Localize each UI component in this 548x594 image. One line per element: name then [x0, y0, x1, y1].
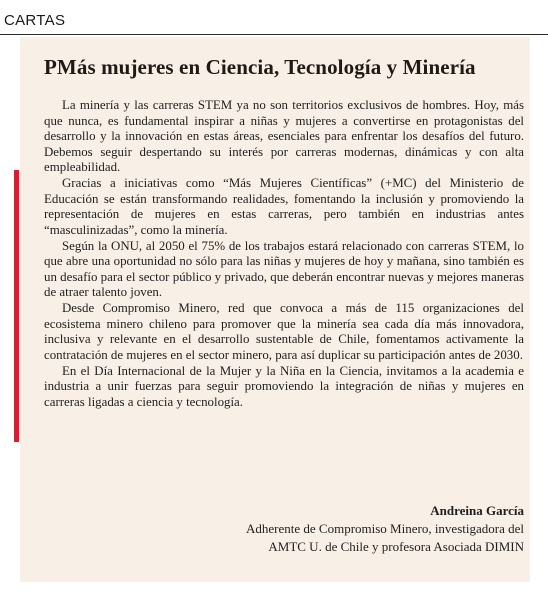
paragraph: Gracias a iniciativas como “Más Mujeres Científicas” (+MC) del Ministerio de Educación se están transformando realidades, fomentando la inclusión y promoviendo la representación de mujeres en estas carreras, pero también en industrias antes “masculinizadas”, como la minería. [44, 176, 524, 237]
author-affiliation: AMTC U. de Chile y profesora Asociada DIMIN [268, 539, 524, 554]
letter-body [44, 98, 524, 411]
paragraph: La minería y las carreras STEM ya no son territorios exclusivos de hombres. Hoy, más que nunca, es fundamental inspirar a niñas y mujeres a convertirse en protagonistas del desarrollo y la innovación en estas áreas, esenciales para enfrentar los desafíos del futuro. Debemos seguir despertando su interés por carreras modernas, dinámicas y con alta empleabilidad. [44, 98, 524, 175]
signature-block [246, 502, 524, 556]
letter-headline: PMás mujeres en Ciencia, Tecnología y Minería [44, 55, 476, 79]
author-affiliation: Adherente de Compromiso Minero, investigadora del [246, 521, 524, 536]
accent-bar [14, 170, 19, 442]
paragraph: Desde Compromiso Minero, red que convoca a más de 115 organizaciones del ecosistema minero chileno para promover que la minería sea cada día más innovadora, inclusiva y relevante en el desarrollo sustentable de Chile, fomentamos activamente la contratación de mujeres en el sector minero, para así duplicar su participación antes de 2030. [44, 301, 524, 362]
section-divider [0, 34, 548, 35]
paragraph: Según la ONU, al 2050 el 75% de los trabajos estará relacionado con carreras STEM, lo que abre una oportunidad no sólo para las niñas y mujeres de hoy y mañana, sino también es un desafío para el sector público y privado, que deberán encontrar nuevas y mejores maneras de atraer talento joven. [44, 238, 524, 300]
section-label: CARTAS [4, 12, 66, 29]
paragraph: En el Día Internacional de la Mujer y la Niña en la Ciencia, invitamos a la academia e industria a unir fuerzas para seguir promoviendo la integración de niñas y mujeres en carreras ligadas a ciencia y tecnología. [44, 363, 524, 409]
author-name: Andreina García [430, 503, 524, 518]
